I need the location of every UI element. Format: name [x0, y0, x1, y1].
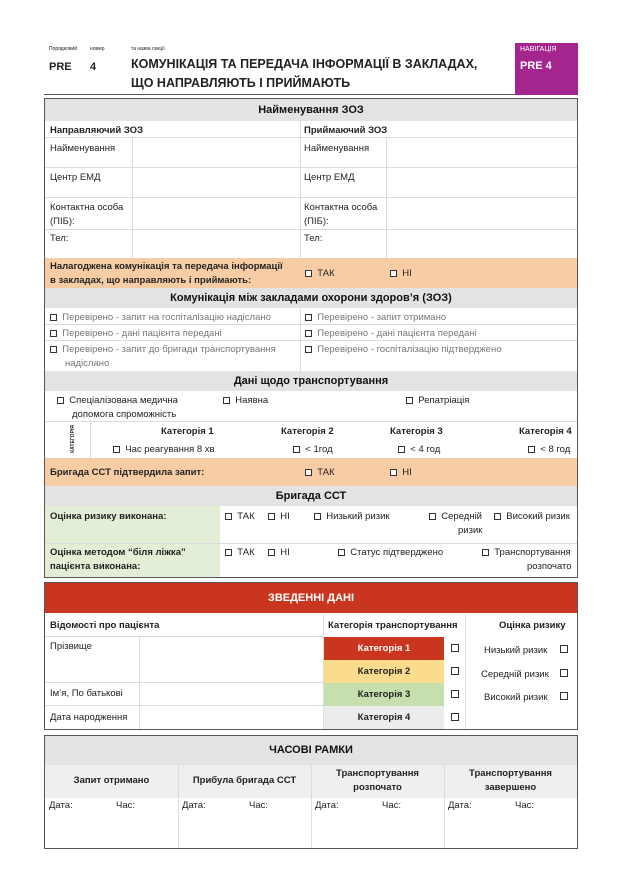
transport-title: Дані щодо транспортування	[45, 371, 577, 391]
sending-facility-label: Направляючий ЗОЗ	[50, 125, 144, 136]
summary-category-3: Категорія 3	[324, 683, 444, 706]
comm-right-item-1[interactable]: Перевірено - запит отримано	[305, 312, 446, 323]
checkbox[interactable]	[225, 549, 232, 556]
sending-contact-label-2: (ПІБ):	[50, 216, 75, 227]
risk-evaluation-header: Оцінка ризику	[499, 620, 566, 631]
transport-started-option[interactable]: Транспортування	[482, 547, 571, 558]
sending-contact-label: Контактна особа	[50, 202, 124, 213]
bedside-label-2: пацієнта виконана:	[50, 561, 141, 572]
transport-opt-available[interactable]: Наявна	[223, 395, 268, 406]
time-label-2: Час:	[249, 800, 269, 811]
checkbox[interactable]	[482, 549, 489, 556]
checkbox[interactable]	[390, 270, 397, 277]
checkbox[interactable]	[390, 469, 397, 476]
checkbox[interactable]	[406, 397, 413, 404]
time-label-1: Час:	[116, 800, 136, 811]
dob-field[interactable]	[140, 706, 323, 729]
header	[44, 43, 578, 95]
checkbox[interactable]	[305, 469, 312, 476]
category-side-label-cell	[45, 422, 91, 458]
sending-phone-label: Тел:	[50, 233, 69, 244]
time-frames-title: ЧАСОВІ РАМКИ	[45, 736, 577, 765]
comm-left-item-2[interactable]: Перевірено - дані пацієнта передані	[50, 328, 222, 339]
established-row	[45, 258, 577, 288]
team-arrived-field[interactable]	[179, 798, 311, 848]
bedside-no-option[interactable]: НІ	[268, 547, 290, 558]
time-col-transport-finished: Транспортування	[469, 768, 552, 779]
summary-category-2: Категорія 2	[324, 660, 444, 683]
team-confirmed-yes-option[interactable]: ТАК	[305, 467, 335, 478]
transport-category-header: Категорія транспортування	[328, 620, 458, 631]
sending-center-label: Центр ЕМД	[50, 172, 101, 183]
header-col3-label: та назва секції	[131, 46, 165, 52]
checkbox[interactable]	[338, 549, 345, 556]
main-form	[44, 98, 578, 578]
checkbox[interactable]	[268, 513, 275, 520]
comm-left-item-3[interactable]: Перевірено - запит до бригади транспортування	[50, 344, 276, 355]
transport-started-field[interactable]	[312, 798, 444, 848]
transport-opt-specialized[interactable]: Спеціалізована медична	[57, 395, 178, 406]
risk-medium-option-2: ризик	[458, 525, 483, 536]
receiving-center-field[interactable]	[387, 168, 577, 197]
sending-phone-field[interactable]	[133, 230, 299, 258]
comm-left-item-1[interactable]: Перевірено - запит на госпіталізацію надіслано	[50, 312, 271, 323]
category-2-time-option[interactable]: < 1год	[293, 444, 333, 455]
checkbox[interactable]	[113, 446, 120, 453]
surname-label: Прізвище	[50, 641, 92, 652]
summary-risk-medium: Середній ризик	[481, 669, 549, 680]
summary-risk-low-checkbox[interactable]	[560, 645, 568, 653]
sending-name-field[interactable]	[133, 138, 299, 167]
category-3-time-option[interactable]: < 4 год	[398, 444, 440, 455]
page-title-line1: КОМУНІКАЦІЯ ТА ПЕРЕДАЧА ІНФОРМАЦІЇ В ЗАКЛАДАХ,	[131, 57, 478, 71]
bedside-yes-option[interactable]: ТАК	[225, 547, 255, 558]
receiving-phone-field[interactable]	[387, 230, 577, 258]
section-code: PRE	[49, 61, 72, 73]
receiving-contact-field[interactable]	[387, 198, 577, 229]
team-title: Бригада ССТ	[45, 486, 577, 506]
date-label-4: Дата:	[448, 800, 472, 811]
comm-right-item-3[interactable]: Перевірено - госпіталізацію підтверджено	[305, 344, 502, 355]
time-label-3: Час:	[382, 800, 402, 811]
surname-field[interactable]	[140, 637, 323, 682]
status-confirmed-option[interactable]: Статус підтверджено	[338, 547, 443, 558]
category-1-header: Категорія 1	[161, 426, 214, 437]
facility-title: Найменування ЗОЗ	[45, 99, 577, 121]
section-number: 4	[90, 61, 97, 73]
summary-category-3-checkbox[interactable]	[451, 690, 459, 698]
checkbox[interactable]	[225, 513, 232, 520]
receiving-name-field[interactable]	[387, 138, 577, 167]
receiving-center-label: Центр ЕМД	[304, 172, 355, 183]
checkbox[interactable]	[50, 330, 57, 337]
established-yes-option[interactable]: ТАК	[305, 268, 335, 279]
nav-badge[interactable]	[515, 43, 578, 95]
category-4-header: Категорія 4	[519, 426, 572, 437]
checkbox[interactable]	[305, 314, 312, 321]
checkbox[interactable]	[494, 513, 501, 520]
nav-label: НАВІГАЦІЯ	[520, 46, 557, 53]
established-no-option[interactable]: НІ	[390, 268, 412, 279]
bedside-label-cell	[45, 544, 220, 577]
comm-left-item-3-cont: надіслано	[65, 358, 110, 369]
summary-category-4-checkbox[interactable]	[451, 713, 459, 721]
first-middle-name-field[interactable]	[140, 683, 323, 705]
summary-risk-high: Високий ризик	[484, 692, 548, 703]
checkbox[interactable]	[50, 314, 57, 321]
team-confirmed-row	[45, 458, 577, 486]
summary-category-1-checkbox[interactable]	[451, 644, 459, 652]
team-confirmed-label: Бригада ССТ підтвердила запит:	[50, 467, 205, 478]
time-col-team-arrived: Прибула бригада ССТ	[192, 775, 297, 786]
checkbox[interactable]	[398, 446, 405, 453]
checkbox[interactable]	[305, 346, 312, 353]
page-title-line2: ЩО НАПРАВЛЯЮТЬ І ПРИЙМАЮТЬ	[131, 76, 351, 90]
risk-label-cell	[45, 506, 220, 543]
summary-category-2-checkbox[interactable]	[451, 667, 459, 675]
summary-risk-medium-checkbox[interactable]	[560, 669, 568, 677]
checkbox[interactable]	[50, 346, 57, 353]
transport-finished-field[interactable]	[445, 798, 577, 848]
summary-section	[44, 582, 578, 730]
sending-contact-field[interactable]	[133, 198, 299, 229]
category-2-header: Категорія 2	[281, 426, 334, 437]
established-label-2: в закладах, що направляють і приймають:	[50, 275, 252, 286]
summary-category-4: Категорія 4	[324, 706, 444, 729]
time-label-4: Час:	[515, 800, 535, 811]
category-3-header: Категорія 3	[390, 426, 443, 437]
transport-opt-repatriation[interactable]: Репатріація	[406, 395, 469, 406]
checkbox[interactable]	[305, 330, 312, 337]
checkbox[interactable]	[293, 446, 300, 453]
time-col-request-received: Запит отримано	[73, 775, 150, 786]
dob-label: Дата народження	[50, 712, 128, 723]
first-middle-name-label: Ім’я, По батькові	[50, 688, 123, 699]
time-col-transport-started: Транспортування	[336, 768, 419, 779]
team-confirmed-no-option[interactable]: НІ	[390, 467, 412, 478]
risk-yes-option[interactable]: ТАК	[225, 511, 255, 522]
risk-low-option[interactable]: Низький ризик	[314, 511, 390, 522]
date-label-3: Дата:	[315, 800, 339, 811]
receiving-phone-label: Тел:	[304, 233, 323, 244]
summary-risk-high-checkbox[interactable]	[560, 692, 568, 700]
request-received-field[interactable]	[45, 798, 178, 848]
receiving-contact-label-2: (ПІБ):	[304, 216, 329, 227]
checkbox[interactable]	[528, 446, 535, 453]
checkbox[interactable]	[429, 513, 436, 520]
receiving-contact-label: Контактна особа	[304, 202, 378, 213]
header-col2-label: номер	[90, 46, 105, 52]
time-col-transport-finished-2: завершено	[484, 782, 537, 793]
summary-title: ЗВЕДЕННІ ДАНІ	[45, 583, 577, 613]
established-label-1: Налагоджена комунікація та передача інформації	[50, 261, 283, 272]
risk-no-option[interactable]: НІ	[268, 511, 290, 522]
checkbox[interactable]	[305, 270, 312, 277]
patient-info-header: Відомості про пацієнта	[50, 620, 160, 631]
time-frames-section	[44, 735, 578, 849]
risk-high-option[interactable]: Високий ризик	[494, 511, 570, 522]
checkbox[interactable]	[223, 397, 230, 404]
checkbox[interactable]	[57, 397, 64, 404]
risk-assessment-label: Оцінка ризику виконана:	[50, 511, 167, 522]
category-side-label: КАТЕГОРІЯ	[69, 425, 76, 453]
checkbox[interactable]	[314, 513, 321, 520]
checkbox[interactable]	[268, 549, 275, 556]
summary-category-1: Категорія 1	[324, 637, 444, 660]
nav-value: PRE 4	[520, 60, 552, 72]
bedside-label-1: Оцінка методом “біля ліжка”	[50, 547, 186, 558]
header-col1-label: Порядковий	[49, 46, 77, 52]
risk-medium-option[interactable]: Середній	[429, 511, 482, 522]
receiving-name-label: Найменування	[304, 143, 370, 154]
summary-risk-low: Низький ризик	[484, 645, 548, 656]
transport-opt-specialized-2: допомога спроможність	[72, 409, 177, 420]
comm-right-item-2[interactable]: Перевірено - дані пацієнта передані	[305, 328, 477, 339]
time-col-transport-started-2: розпочато	[353, 782, 402, 793]
sending-name-label: Найменування	[50, 143, 116, 154]
receiving-facility-label: Приймаючий ЗОЗ	[304, 125, 388, 136]
date-label-1: Дата:	[49, 800, 73, 811]
sending-center-field[interactable]	[133, 168, 299, 197]
communication-title: Комунікація між закладами охорони здоров’я (ЗОЗ)	[45, 288, 577, 308]
category-1-time-option[interactable]: Час реагування 8 хв	[113, 444, 215, 455]
category-4-time-option[interactable]: < 8 год	[528, 444, 570, 455]
date-label-2: Дата:	[182, 800, 206, 811]
transport-started-option-2: розпочато	[527, 561, 572, 572]
